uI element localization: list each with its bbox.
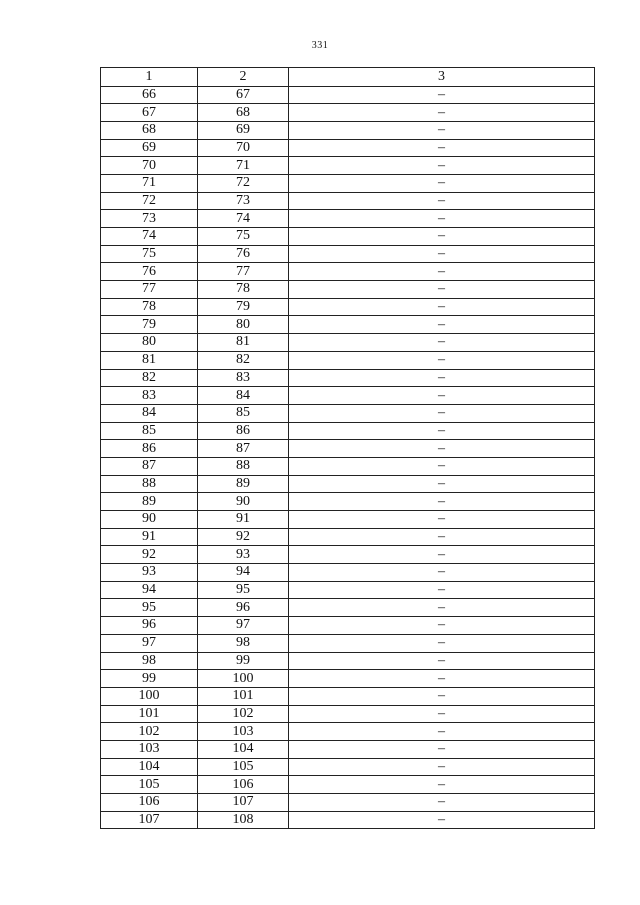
table-cell-col-1: 80 bbox=[101, 334, 198, 352]
table-cell-col-3: – bbox=[289, 404, 595, 422]
table-cell-col-2: 82 bbox=[198, 351, 289, 369]
table-cell-col-3: – bbox=[289, 316, 595, 334]
table-cell-col-2: 99 bbox=[198, 652, 289, 670]
table-cell-col-3: – bbox=[289, 174, 595, 192]
table-cell-col-2: 101 bbox=[198, 687, 289, 705]
table-cell-col-3: – bbox=[289, 617, 595, 635]
table-cell-col-1: 96 bbox=[101, 617, 198, 635]
table-row bbox=[101, 174, 595, 192]
table-row bbox=[101, 493, 595, 511]
table-row bbox=[101, 705, 595, 723]
table-cell-col-1: 103 bbox=[101, 740, 198, 758]
table-cell-col-2: 91 bbox=[198, 511, 289, 529]
table-cell-col-2: 87 bbox=[198, 440, 289, 458]
table-cell-col-1: 78 bbox=[101, 298, 198, 316]
table-cell-col-1: 89 bbox=[101, 493, 198, 511]
table-cell-col-3: – bbox=[289, 263, 595, 281]
table-cell-col-1: 104 bbox=[101, 758, 198, 776]
table-cell-col-2: 68 bbox=[198, 104, 289, 122]
table-cell-col-1: 95 bbox=[101, 599, 198, 617]
table-cell-col-2: 72 bbox=[198, 174, 289, 192]
table-cell-col-1: 67 bbox=[101, 104, 198, 122]
table-cell-col-3: – bbox=[289, 351, 595, 369]
table-cell-col-1: 100 bbox=[101, 687, 198, 705]
table-cell-col-1: 77 bbox=[101, 281, 198, 299]
table-cell-col-1: 79 bbox=[101, 316, 198, 334]
table-row bbox=[101, 192, 595, 210]
table-row bbox=[101, 351, 595, 369]
table-cell-col-2: 74 bbox=[198, 210, 289, 228]
table-row bbox=[101, 440, 595, 458]
column-header-3: 3 bbox=[289, 68, 595, 87]
table-cell-col-1: 90 bbox=[101, 511, 198, 529]
table-cell-col-2: 97 bbox=[198, 617, 289, 635]
table-cell-col-2: 100 bbox=[198, 670, 289, 688]
table-cell-col-3: – bbox=[289, 192, 595, 210]
table-cell-col-3: – bbox=[289, 157, 595, 175]
table-cell-col-2: 90 bbox=[198, 493, 289, 511]
table-cell-col-1: 106 bbox=[101, 794, 198, 812]
table-cell-col-1: 71 bbox=[101, 174, 198, 192]
table-cell-col-3: – bbox=[289, 86, 595, 104]
table-cell-col-2: 86 bbox=[198, 422, 289, 440]
table-row bbox=[101, 316, 595, 334]
table-cell-col-3: – bbox=[289, 723, 595, 741]
column-header-2: 2 bbox=[198, 68, 289, 87]
table-cell-col-1: 68 bbox=[101, 121, 198, 139]
table-cell-col-3: – bbox=[289, 634, 595, 652]
table-cell-col-1: 101 bbox=[101, 705, 198, 723]
table-cell-col-1: 74 bbox=[101, 228, 198, 246]
table-cell-col-3: – bbox=[289, 210, 595, 228]
table-cell-col-2: 75 bbox=[198, 228, 289, 246]
table-row bbox=[101, 157, 595, 175]
table-cell-col-2: 79 bbox=[198, 298, 289, 316]
table-cell-col-3: – bbox=[289, 228, 595, 246]
table-cell-col-2: 70 bbox=[198, 139, 289, 157]
table-cell-col-3: – bbox=[289, 281, 595, 299]
table-row bbox=[101, 210, 595, 228]
table-cell-col-2: 103 bbox=[198, 723, 289, 741]
table-cell-col-2: 80 bbox=[198, 316, 289, 334]
table-cell-col-1: 69 bbox=[101, 139, 198, 157]
table-row bbox=[101, 228, 595, 246]
table-cell-col-3: – bbox=[289, 528, 595, 546]
table-cell-col-1: 75 bbox=[101, 245, 198, 263]
table-cell-col-1: 72 bbox=[101, 192, 198, 210]
table-cell-col-2: 102 bbox=[198, 705, 289, 723]
table-cell-col-2: 96 bbox=[198, 599, 289, 617]
table-row bbox=[101, 794, 595, 812]
data-table bbox=[100, 67, 595, 829]
table-cell-col-1: 105 bbox=[101, 776, 198, 794]
column-header-1: 1 bbox=[101, 68, 198, 87]
page-number: 331 bbox=[311, 40, 329, 51]
table-cell-col-2: 105 bbox=[198, 758, 289, 776]
table-cell-col-2: 84 bbox=[198, 387, 289, 405]
table-row bbox=[101, 139, 595, 157]
table-body bbox=[101, 86, 595, 829]
table-row bbox=[101, 599, 595, 617]
table-header-row bbox=[101, 68, 595, 87]
table-cell-col-2: 71 bbox=[198, 157, 289, 175]
table-cell-col-1: 99 bbox=[101, 670, 198, 688]
table-cell-col-3: – bbox=[289, 687, 595, 705]
table-cell-col-3: – bbox=[289, 139, 595, 157]
table-row bbox=[101, 811, 595, 829]
table-cell-col-3: – bbox=[289, 245, 595, 263]
table-row bbox=[101, 104, 595, 122]
table-cell-col-1: 91 bbox=[101, 528, 198, 546]
table-cell-col-2: 85 bbox=[198, 404, 289, 422]
table-cell-col-3: – bbox=[289, 652, 595, 670]
table-cell-col-2: 88 bbox=[198, 457, 289, 475]
table-cell-col-1: 81 bbox=[101, 351, 198, 369]
table-cell-col-2: 76 bbox=[198, 245, 289, 263]
table-cell-col-3: – bbox=[289, 581, 595, 599]
table-row bbox=[101, 687, 595, 705]
table-cell-col-2: 77 bbox=[198, 263, 289, 281]
table-cell-col-1: 88 bbox=[101, 475, 198, 493]
table-cell-col-3: – bbox=[289, 493, 595, 511]
table-row bbox=[101, 564, 595, 582]
table-cell-col-3: – bbox=[289, 811, 595, 829]
table-row bbox=[101, 740, 595, 758]
table-row bbox=[101, 634, 595, 652]
table-cell-col-1: 97 bbox=[101, 634, 198, 652]
table-cell-col-2: 106 bbox=[198, 776, 289, 794]
table-cell-col-1: 84 bbox=[101, 404, 198, 422]
table-cell-col-3: – bbox=[289, 121, 595, 139]
table-cell-col-3: – bbox=[289, 104, 595, 122]
table-row bbox=[101, 86, 595, 104]
table-row bbox=[101, 670, 595, 688]
table-row bbox=[101, 404, 595, 422]
table-cell-col-1: 86 bbox=[101, 440, 198, 458]
table-cell-col-2: 83 bbox=[198, 369, 289, 387]
table-cell-col-1: 76 bbox=[101, 263, 198, 281]
table-cell-col-3: – bbox=[289, 758, 595, 776]
table-row bbox=[101, 546, 595, 564]
table-cell-col-1: 85 bbox=[101, 422, 198, 440]
table-cell-col-1: 98 bbox=[101, 652, 198, 670]
table-cell-col-1: 83 bbox=[101, 387, 198, 405]
table-row bbox=[101, 334, 595, 352]
table-cell-col-3: – bbox=[289, 546, 595, 564]
table-cell-col-3: – bbox=[289, 369, 595, 387]
table-cell-col-3: – bbox=[289, 475, 595, 493]
table-row bbox=[101, 511, 595, 529]
table-cell-col-1: 94 bbox=[101, 581, 198, 599]
table-cell-col-3: – bbox=[289, 599, 595, 617]
table-row bbox=[101, 369, 595, 387]
table-cell-col-1: 87 bbox=[101, 457, 198, 475]
table-row bbox=[101, 281, 595, 299]
table-cell-col-3: – bbox=[289, 705, 595, 723]
table-cell-col-3: – bbox=[289, 298, 595, 316]
table-row bbox=[101, 263, 595, 281]
table-cell-col-2: 78 bbox=[198, 281, 289, 299]
table-row bbox=[101, 581, 595, 599]
table-cell-col-3: – bbox=[289, 511, 595, 529]
table-cell-col-3: – bbox=[289, 440, 595, 458]
table-cell-col-3: – bbox=[289, 740, 595, 758]
table-row bbox=[101, 758, 595, 776]
table-cell-col-2: 93 bbox=[198, 546, 289, 564]
table-cell-col-1: 70 bbox=[101, 157, 198, 175]
table-row bbox=[101, 528, 595, 546]
table-cell-col-3: – bbox=[289, 794, 595, 812]
table-cell-col-2: 95 bbox=[198, 581, 289, 599]
table-cell-col-1: 93 bbox=[101, 564, 198, 582]
table-cell-col-3: – bbox=[289, 776, 595, 794]
table-cell-col-3: – bbox=[289, 564, 595, 582]
table-row bbox=[101, 776, 595, 794]
table-cell-col-3: – bbox=[289, 334, 595, 352]
table-cell-col-3: – bbox=[289, 387, 595, 405]
table-cell-col-2: 108 bbox=[198, 811, 289, 829]
table-cell-col-1: 66 bbox=[101, 86, 198, 104]
table-cell-col-1: 82 bbox=[101, 369, 198, 387]
table-row bbox=[101, 245, 595, 263]
table-cell-col-1: 107 bbox=[101, 811, 198, 829]
table-row bbox=[101, 723, 595, 741]
table-cell-col-2: 104 bbox=[198, 740, 289, 758]
table-row bbox=[101, 475, 595, 493]
table-row bbox=[101, 652, 595, 670]
table-cell-col-2: 81 bbox=[198, 334, 289, 352]
table-cell-col-2: 89 bbox=[198, 475, 289, 493]
table-cell-col-3: – bbox=[289, 670, 595, 688]
table-cell-col-1: 102 bbox=[101, 723, 198, 741]
table-cell-col-1: 73 bbox=[101, 210, 198, 228]
table-cell-col-1: 92 bbox=[101, 546, 198, 564]
table-row bbox=[101, 422, 595, 440]
table-row bbox=[101, 298, 595, 316]
table-cell-col-2: 73 bbox=[198, 192, 289, 210]
table-row bbox=[101, 617, 595, 635]
table-cell-col-3: – bbox=[289, 422, 595, 440]
table-cell-col-2: 67 bbox=[198, 86, 289, 104]
table-row bbox=[101, 387, 595, 405]
table-cell-col-2: 94 bbox=[198, 564, 289, 582]
table-cell-col-2: 92 bbox=[198, 528, 289, 546]
table-row bbox=[101, 457, 595, 475]
table-cell-col-2: 98 bbox=[198, 634, 289, 652]
table-cell-col-2: 69 bbox=[198, 121, 289, 139]
table-cell-col-2: 107 bbox=[198, 794, 289, 812]
table-row bbox=[101, 121, 595, 139]
table-cell-col-3: – bbox=[289, 457, 595, 475]
